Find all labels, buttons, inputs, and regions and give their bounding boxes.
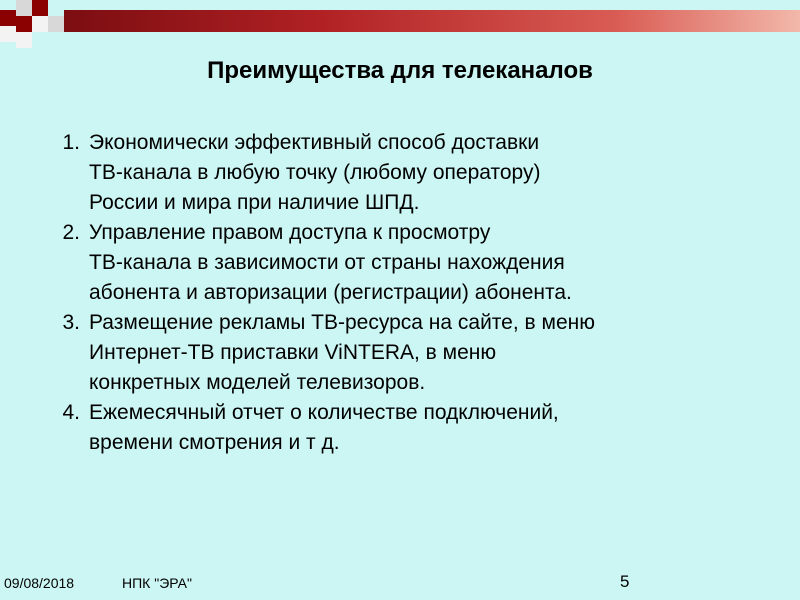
footer-organization: НПК "ЭРА" xyxy=(122,575,192,591)
list-item-line: Размещение рекламы ТВ-ресурса на сайте, в меню xyxy=(89,311,595,334)
footer-date: 09/08/2018 xyxy=(4,575,75,591)
list-item-line: Экономически эффективный способ доставки xyxy=(89,131,540,154)
list-item-text xyxy=(80,128,766,218)
list-item-text xyxy=(80,218,766,308)
slide-title: Преимущества для телеканалов xyxy=(207,57,593,84)
decorative-square-mid xyxy=(48,16,64,32)
list-item-line: Интернет-ТВ приставки ViNTERA, в меню xyxy=(89,341,497,364)
list-number: 4. xyxy=(62,401,80,424)
decorative-square-dark xyxy=(0,10,16,26)
decorative-title-bar xyxy=(64,10,800,32)
list-item-line: абонента и авторизации (регистрации) абонента. xyxy=(89,281,572,304)
list-item-line: времени смотрения и т д. xyxy=(89,431,340,454)
advantage-item-4 xyxy=(30,398,774,458)
list-item-line: конкретных моделей телевизоров. xyxy=(89,371,426,394)
advantages-list xyxy=(30,128,774,458)
decorative-square-mid xyxy=(16,0,32,16)
list-item-line: Ежемесячный отчет о количестве подключений, xyxy=(89,401,559,424)
decorative-square-light xyxy=(0,26,16,42)
decorative-corner-squares xyxy=(0,0,64,48)
advantage-item-3 xyxy=(30,308,774,398)
list-number: 1. xyxy=(62,131,80,154)
list-item-line: ТВ-канала в любую точку (любому оператору) xyxy=(89,161,541,184)
list-number: 3. xyxy=(62,311,80,334)
list-item-text xyxy=(80,398,766,458)
list-item-text xyxy=(80,308,766,398)
decorative-square-light xyxy=(16,32,32,48)
slide-page-number: 5 xyxy=(620,572,630,591)
decorative-square-dark xyxy=(16,16,32,32)
list-item-line: ТВ-канала в зависимости от страны нахождения xyxy=(89,251,565,274)
decorative-square-dark xyxy=(32,0,48,16)
advantage-item-2 xyxy=(30,218,774,308)
list-number: 2. xyxy=(62,221,80,244)
list-item-line: Управление правом доступа к просмотру xyxy=(89,221,491,244)
slide-content xyxy=(30,128,774,458)
advantage-item-1 xyxy=(30,128,774,218)
decorative-square-light xyxy=(32,16,48,32)
list-item-line: России и мира при наличие ШПД. xyxy=(89,191,420,214)
